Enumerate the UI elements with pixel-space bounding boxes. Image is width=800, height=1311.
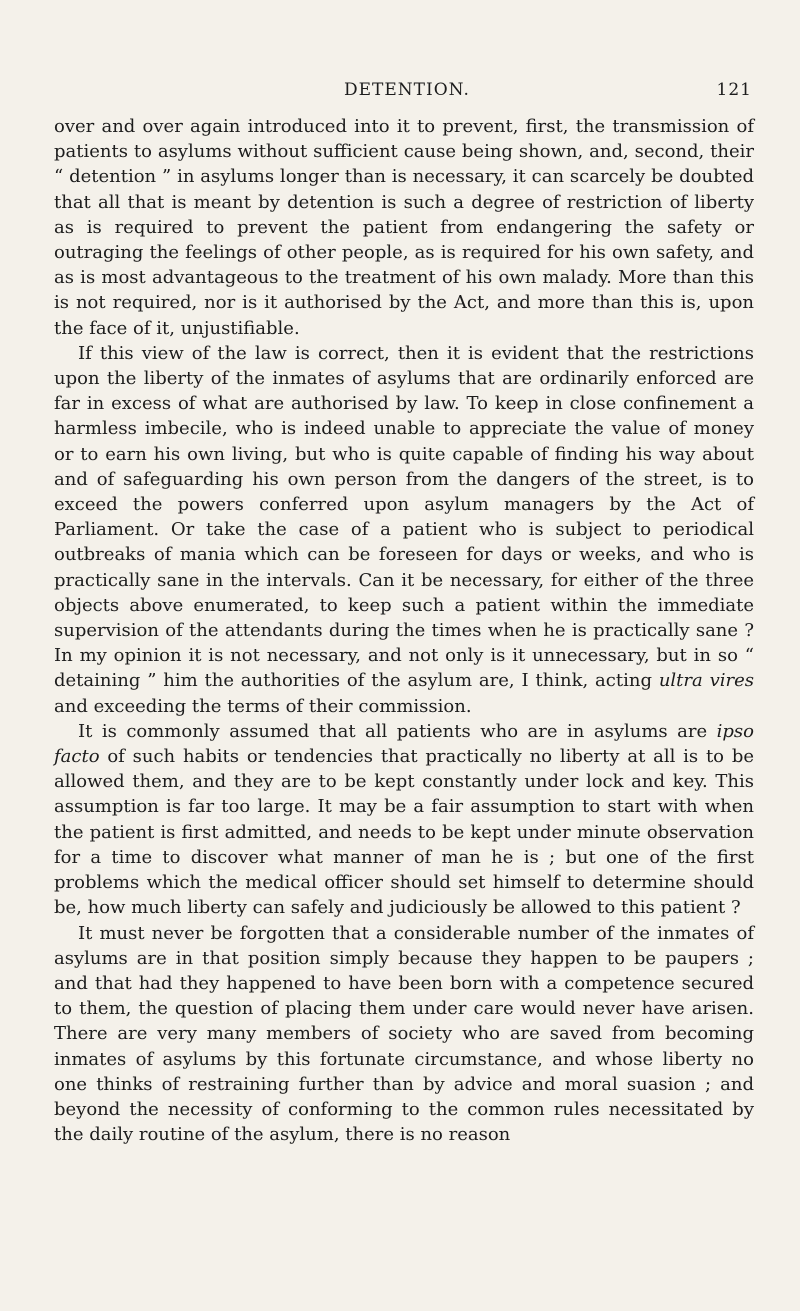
text-run: and exceeding the terms of their commission. bbox=[54, 695, 472, 717]
text-run: It must never be forgotten that a considerable number of the inmates of asylums are in that position simply because they happen to be paupers ; and that had they happened to have been born with a competence secured to them, the question of placing them under care would never have arisen. There are very many members of society who are saved from becoming inmates of asylums by this fortunate circumstance, and whose liberty no one thinks of restraining further than by advice and moral suasion ; and beyond the necessity of conforming to the common rules necessitated by the daily routine of the asylum, there is no reason bbox=[54, 922, 754, 1146]
italic-phrase: ipso facto bbox=[54, 720, 754, 768]
text-run: If this view of the law is correct, then it is evident that the restrictions upon the liberty of the inmates of asylums that are ordinarily enforced are far in excess of what are authorised by law. To keep in close confinement a harmless imbecile, who is indeed unable to appreciate the value of money or to earn his own living, but who is quite capable of finding his way about and of safeguarding his own person from the dangers of the street, is to exceed the powers conferred upon asylum managers by the Act of Parliament. Or take the case of a patient who is subject to periodical outbreaks of mania which can be foreseen for days or weeks, and who is practically sane in the intervals. Can it be necessary, for either of the three objects above enumerated, to keep such a patient within the immediate supervision of the attendants during the times when he is practically sane ? In my opinion it is not necessary, and not only is it unnecessary, but in so “ detaining ” him the authorities of the asylum are, I think, acting bbox=[54, 342, 754, 692]
paragraph bbox=[54, 114, 754, 341]
text-run: of such habits or tendencies that practically no liberty at all is to be allowed them, and they are to be kept constantly under lock and key. This assumption is far too large. It may be a fair assumption to start with when the patient is first admitted, and needs to be kept under minute observation for a time to discover what manner of man he is ; but one of the first problems which the medical officer should set himself to determine should be, how much liberty can safely and judiciously be allowed to this patient ? bbox=[54, 746, 754, 919]
paragraph bbox=[54, 921, 754, 1148]
running-head bbox=[54, 80, 754, 110]
text-run: over and over again introduced into it to prevent, first, the transmission of patients to asylums without sufficient cause being shown, and, second, their “ detention ” in asylums longer than is necessary, it can scarcely be doubted that all that is meant by detention is such a degree of restriction of liberty as is required to prevent the patient from endangering the safety or outraging the feelings of other people, as is required for his own safety, and as is most advantageous to the treatment of his own malady. More than this is not required, nor is it authorised by the Act, and more than this is, upon the face of it, unjustifiable. bbox=[54, 116, 754, 339]
body-text bbox=[54, 114, 754, 1147]
page-number: 121 bbox=[716, 80, 752, 100]
paragraph bbox=[54, 719, 754, 921]
paragraph bbox=[54, 341, 754, 719]
running-title: DETENTION. bbox=[344, 80, 470, 100]
text-run: It is commonly assumed that all patients who are in asylums are bbox=[78, 720, 717, 742]
italic-phrase: ultra vires bbox=[658, 670, 754, 692]
